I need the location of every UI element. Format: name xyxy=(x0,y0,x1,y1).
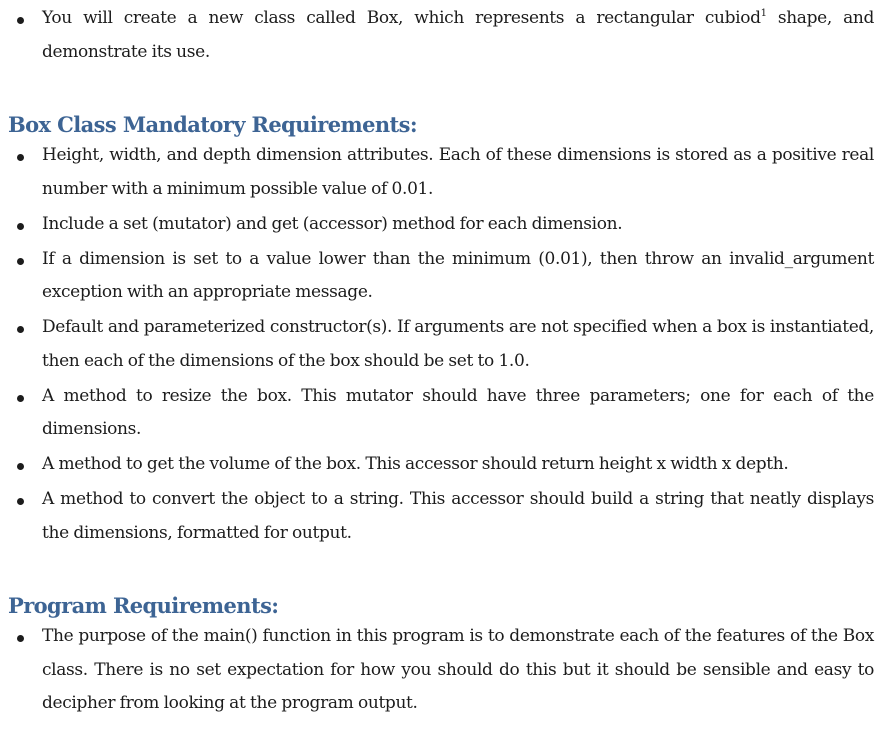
requirement-text: Height, width, and depth dimension attributes. Each of these dimensions is stored as a positive real number with a minimum possible value of 0.01. xyxy=(42,145,874,199)
requirement-item xyxy=(0,311,896,378)
requirement-item xyxy=(0,139,896,206)
requirement-item xyxy=(0,208,896,242)
requirement-text: Default and parameterized constructor(s). If arguments are not specified when a box is instantiated, then each of the dimensions of the box should be set to 1.0. xyxy=(42,317,874,371)
bullet-dot-icon xyxy=(17,223,24,230)
bullet-dot-icon xyxy=(17,326,24,333)
intro-text-end: shape, and demonstrate its use. xyxy=(42,8,874,62)
program-requirements-list xyxy=(0,620,896,721)
requirement-item xyxy=(0,380,896,447)
box-requirements-list xyxy=(0,139,896,550)
bullet-dot-icon xyxy=(17,258,24,265)
intro-text-start: You will create a new class called Box, which represents a rectangular cubiod xyxy=(42,8,761,28)
requirement-text: Include a set (mutator) and get (accessor) method for each dimension. xyxy=(42,213,623,234)
requirement-item xyxy=(0,620,896,721)
box-requirements-heading: Box Class Mandatory Requirements: xyxy=(8,112,418,137)
requirement-text: A method to convert the object to a string. This accessor should build a string that neatly displays the dimensions, formatted for output. xyxy=(42,489,874,543)
requirement-item xyxy=(0,448,896,482)
requirement-item xyxy=(0,483,896,550)
program-requirements-heading: Program Requirements: xyxy=(8,593,279,618)
footnote-marker[interactable]: 1 xyxy=(760,8,767,19)
requirement-text: The purpose of the main() function in this program is to demonstrate each of the features of the Box class. There is no set expectation for how you should do this but it should be sensible and easy to decipher from looking at the program output. xyxy=(42,626,874,713)
bullet-dot-icon xyxy=(17,463,24,470)
requirement-text: A method to get the volume of the box. This accessor should return height x width x depth. xyxy=(42,454,789,474)
bullet-dot-icon xyxy=(17,17,24,24)
requirement-item xyxy=(0,243,896,310)
intro-list xyxy=(0,2,896,69)
requirement-text: If a dimension is set to a value lower than the minimum (0.01), then throw an invalid_argument exception with an appropriate message. xyxy=(42,248,874,302)
bullet-dot-icon xyxy=(17,154,24,161)
bullet-dot-icon xyxy=(17,498,24,505)
bullet-dot-icon xyxy=(17,635,24,642)
requirement-text: A method to resize the box. This mutator should have three parameters; one for each of the dimensions. xyxy=(42,385,874,439)
bullet-dot-icon xyxy=(17,395,24,402)
intro-bullet xyxy=(0,2,896,69)
